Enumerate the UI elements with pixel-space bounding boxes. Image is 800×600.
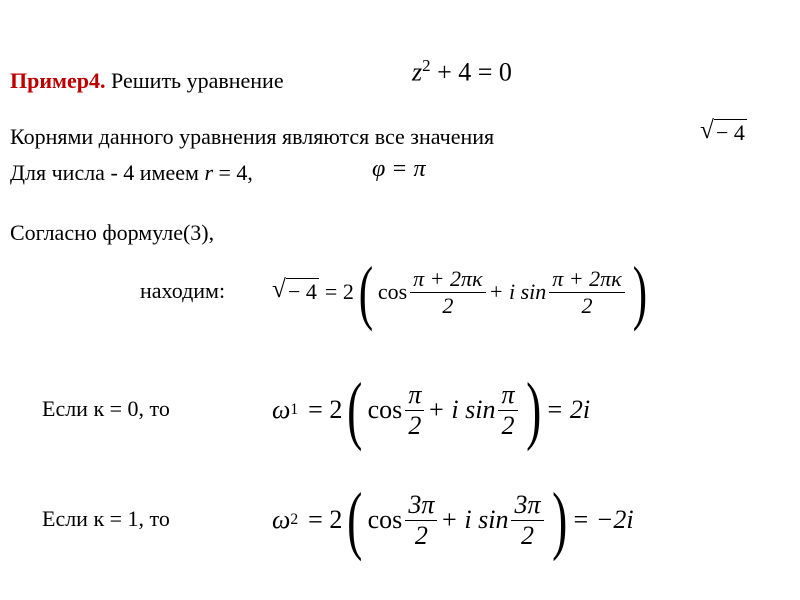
plus-isin-k0: + i sin bbox=[427, 395, 496, 424]
eq-var: z bbox=[412, 57, 423, 87]
frac-den-2: 2 bbox=[581, 292, 593, 318]
cos: cos bbox=[377, 279, 408, 304]
frac-num-2: π + 2πκ bbox=[549, 266, 624, 292]
result-k0: = 2i bbox=[545, 395, 591, 424]
r-var: r bbox=[204, 160, 213, 185]
case-k0-formula bbox=[272, 367, 591, 452]
frac-num2-k0: π bbox=[498, 380, 517, 411]
plus-isin: + i sin bbox=[488, 279, 547, 304]
frac-num: π + 2πκ bbox=[410, 266, 485, 292]
frac-den: 2 bbox=[442, 292, 454, 318]
cos-k0: cos bbox=[367, 395, 403, 424]
eq-exp: 2 bbox=[422, 56, 431, 75]
omega-1: ω bbox=[272, 395, 291, 424]
omega-1-sub: 1 bbox=[290, 401, 299, 418]
case-k0-label: Если к = 0, то bbox=[42, 396, 170, 421]
sqrt-minus-four: √ − 4 bbox=[700, 116, 745, 145]
frac-den-k0: 2 bbox=[408, 410, 422, 440]
case-k1-label: Если к = 1, то bbox=[42, 506, 170, 531]
eq-two-k1: = 2 bbox=[308, 505, 343, 534]
frac-num2-k1: 3π bbox=[511, 490, 543, 521]
omega-2-sub: 2 bbox=[290, 511, 299, 528]
frac-den2-k0: 2 bbox=[501, 410, 515, 440]
eq-two: = 2 bbox=[324, 279, 354, 304]
result-k1: = −2i bbox=[571, 505, 634, 534]
roots-text: Корнями данного уравнения являются все значения bbox=[10, 124, 495, 149]
plus-isin-k1: + i sin bbox=[440, 505, 509, 534]
sqrt-arg-2: − 4 bbox=[288, 279, 317, 304]
case-k1-formula bbox=[272, 477, 634, 562]
omega-2: ω bbox=[272, 505, 291, 534]
equation-z2 bbox=[412, 56, 512, 88]
frac-den-k1: 2 bbox=[414, 520, 428, 550]
sqrt-arg: − 4 bbox=[716, 120, 745, 145]
eq-two-k0: = 2 bbox=[308, 395, 343, 424]
frac-num-k1: 3π bbox=[405, 490, 437, 521]
example-heading bbox=[10, 68, 284, 94]
phi-eq: φ = π bbox=[372, 156, 426, 182]
right-paren-k0: ) bbox=[525, 367, 541, 452]
cos-k1: cos bbox=[367, 505, 403, 534]
frac-num-k0: π bbox=[405, 380, 424, 411]
number-text-a: Для числа - 4 имеем bbox=[10, 160, 205, 185]
right-paren: ) bbox=[632, 251, 647, 332]
number-text bbox=[10, 160, 253, 186]
find-label: находим: bbox=[140, 278, 226, 303]
left-paren-k0: ( bbox=[347, 367, 363, 452]
general-formula: √ − 4 = 2 ( cos $\frac{\pi + 2\pi\kappa}{2}$ + i sin $\frac{\pi + 2\pi\kappa}{2}$ ) bbox=[272, 251, 647, 332]
formula-ref: Согласно формуле(3), bbox=[10, 220, 215, 245]
frac-den2-k1: 2 bbox=[520, 520, 534, 550]
number-text-b: = 4, bbox=[213, 160, 253, 185]
left-paren-k1: ( bbox=[347, 477, 363, 562]
eq-rest: + 4 = 0 bbox=[437, 57, 512, 87]
example-label: Пример4. bbox=[10, 68, 106, 93]
left-paren: ( bbox=[358, 251, 374, 332]
right-paren-k1: ) bbox=[551, 477, 567, 562]
example-task: Решить уравнение bbox=[105, 68, 284, 93]
